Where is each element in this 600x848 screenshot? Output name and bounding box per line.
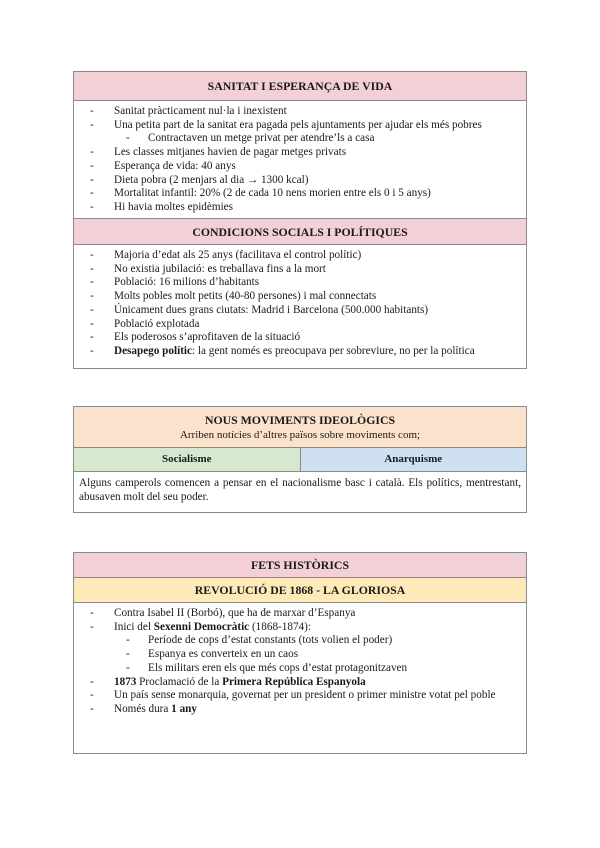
- list-item: - Mortalitat infantil: 20% (2 de cada 10 nens morien entre els 0 i 5 anys): [90, 187, 518, 201]
- condicions-section: [73, 218, 527, 369]
- list-item: [90, 676, 518, 690]
- list-item: - Hi havia moltes epidèmies: [90, 201, 518, 215]
- moviments-columns: [74, 448, 526, 472]
- list-item: - Les classes mitjanes havien de pagar metges privats: [90, 146, 518, 160]
- list-item: - Sanitat pràcticament nul·la i inexistent: [90, 105, 518, 119]
- list-item: - Espanya es converteix en un caos: [90, 648, 518, 662]
- republica-bold: Primera República Espanyola: [222, 675, 366, 688]
- list-item: - Els militars eren els que més cops d’estat protagonitzaven: [90, 662, 518, 676]
- text-span: Proclamació de la: [136, 675, 223, 688]
- moviments-header: [74, 407, 526, 448]
- duration-bold: 1 any: [171, 702, 197, 715]
- moviments-title: NOUS MOVIMENTS IDEOLÒGICS: [204, 413, 396, 427]
- list-item: [90, 621, 518, 635]
- list-item: - No existia jubilació: es treballava fins a la mort: [90, 263, 518, 277]
- desapego-bold: Desapego polític: [114, 344, 192, 357]
- socialisme-cell: Socialisme: [74, 448, 301, 471]
- condicions-list: [74, 245, 526, 361]
- list-item: - Molts pobles molt petits (40-80 persones) i mal connectats: [90, 290, 518, 304]
- year-bold: 1873: [114, 675, 137, 688]
- sexenni-bold: Sexenni Democràtic: [153, 620, 250, 633]
- list-item: - Esperança de vida: 40 anys: [90, 160, 518, 174]
- list-item: - Contra Isabel II (Borbó), que ha de marxar d’Espanya: [90, 607, 518, 621]
- fets-section: [73, 552, 527, 754]
- anarquisme-cell: Anarquisme: [301, 448, 527, 471]
- fets-list: [74, 603, 526, 719]
- moviments-text: Alguns camperols comencen a pensar en el nacionalisme basc i català. Els polítics, mentrestant, abusaven molt del seu poder.: [79, 477, 521, 503]
- list-item: - Població explotada: [90, 318, 518, 332]
- fets-subtitle: REVOLUCIÓ DE 1868 - LA GLORIOSA: [74, 578, 526, 603]
- sanitat-title: SANITAT I ESPERANÇA DE VIDA: [74, 72, 526, 101]
- list-item: - Una petita part de la sanitat era pagada pels ajuntaments per ajudar els més pobres: [90, 119, 518, 133]
- list-item: - Un país sense monarquia, governat per un president o primer ministre votat pel poble: [90, 689, 518, 703]
- list-item: [90, 703, 518, 717]
- fets-title: FETS HISTÒRICS: [74, 553, 526, 578]
- desapego-rest: : la gent només es preocupava per sobreviure, no per la política: [192, 344, 475, 357]
- text-span: Inici del: [114, 620, 154, 633]
- list-item: - Els poderosos s’aprofitaven de la situació: [90, 331, 518, 345]
- list-item: [90, 345, 518, 359]
- sanitat-list: [74, 101, 526, 217]
- list-item: - Període de cops d’estat constants (tots volien el poder): [90, 634, 518, 648]
- condicions-title: CONDICIONS SOCIALS I POLÍTIQUES: [74, 218, 526, 245]
- moviments-section: [73, 406, 527, 513]
- text-span: (1868-1874):: [249, 620, 311, 633]
- list-item: - Majoria d’edat als 25 anys (facilitava el control polític): [90, 249, 518, 263]
- moviments-subtitle: Arriben notícies d’altres països sobre moviments com;: [179, 429, 421, 441]
- text-span: Només dura: [114, 702, 172, 715]
- list-item: - Únicament dues grans ciutats: Madrid i Barcelona (500.000 habitants): [90, 304, 518, 318]
- list-item: - Població: 16 milions d’habitants: [90, 276, 518, 290]
- list-item: - Contractaven un metge privat per atendre’ls a casa: [90, 132, 518, 146]
- sanitat-section: [73, 71, 527, 219]
- list-item: - Dieta pobra (2 menjars al dia → 1300 kcal): [90, 174, 518, 188]
